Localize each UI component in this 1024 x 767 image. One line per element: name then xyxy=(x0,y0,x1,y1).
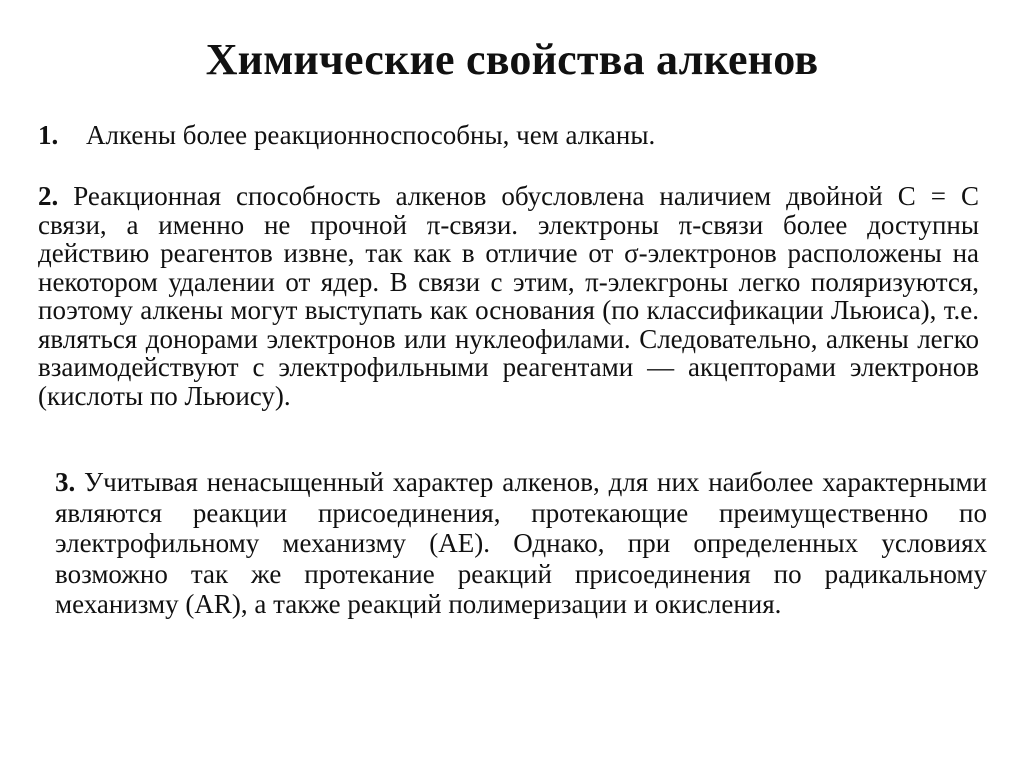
slide-title: Химические свойства алкенов xyxy=(205,35,819,84)
point-3 xyxy=(55,467,987,620)
point-3-number: 3. xyxy=(55,467,76,497)
point-2 xyxy=(38,182,979,410)
point-3-text: Учитывая ненасыщенный характер алкенов, для них наиболее характерными являются реакции присоединения, протекающие преимущественно по электрофильному механизму (АЕ). Однако, при определенных условиях возможно так же протекание реакций присоединения по радикальному механизму (AR), а также реакций полимеризации и окисления. xyxy=(55,467,987,619)
point-2-number: 2. xyxy=(38,181,59,211)
point-2-text: Реакционная способность алкенов обусловлена наличием двойной С = С связи, а именно не прочной π-связи. электроны π-связи более доступны действию реагентов извне, так как в отличие от σ-электронов расположены на некотором удалении от ядер. В связи с этим, π-элекгроны легко поляризуются, поэтому алкены могут выступать как основания (по классификации Льюиса), т.е. являться донорами электронов или нуклеофилами. Следовательно, алкены легко взаимодействуют с электрофильными реагентами — акцепторами электронов (кислоты по Льюису). xyxy=(38,181,979,411)
point-1-text: Алкены более реакционноспособны, чем алканы. xyxy=(86,120,656,150)
point-1 xyxy=(38,121,988,149)
point-1-number: 1. xyxy=(38,120,59,150)
